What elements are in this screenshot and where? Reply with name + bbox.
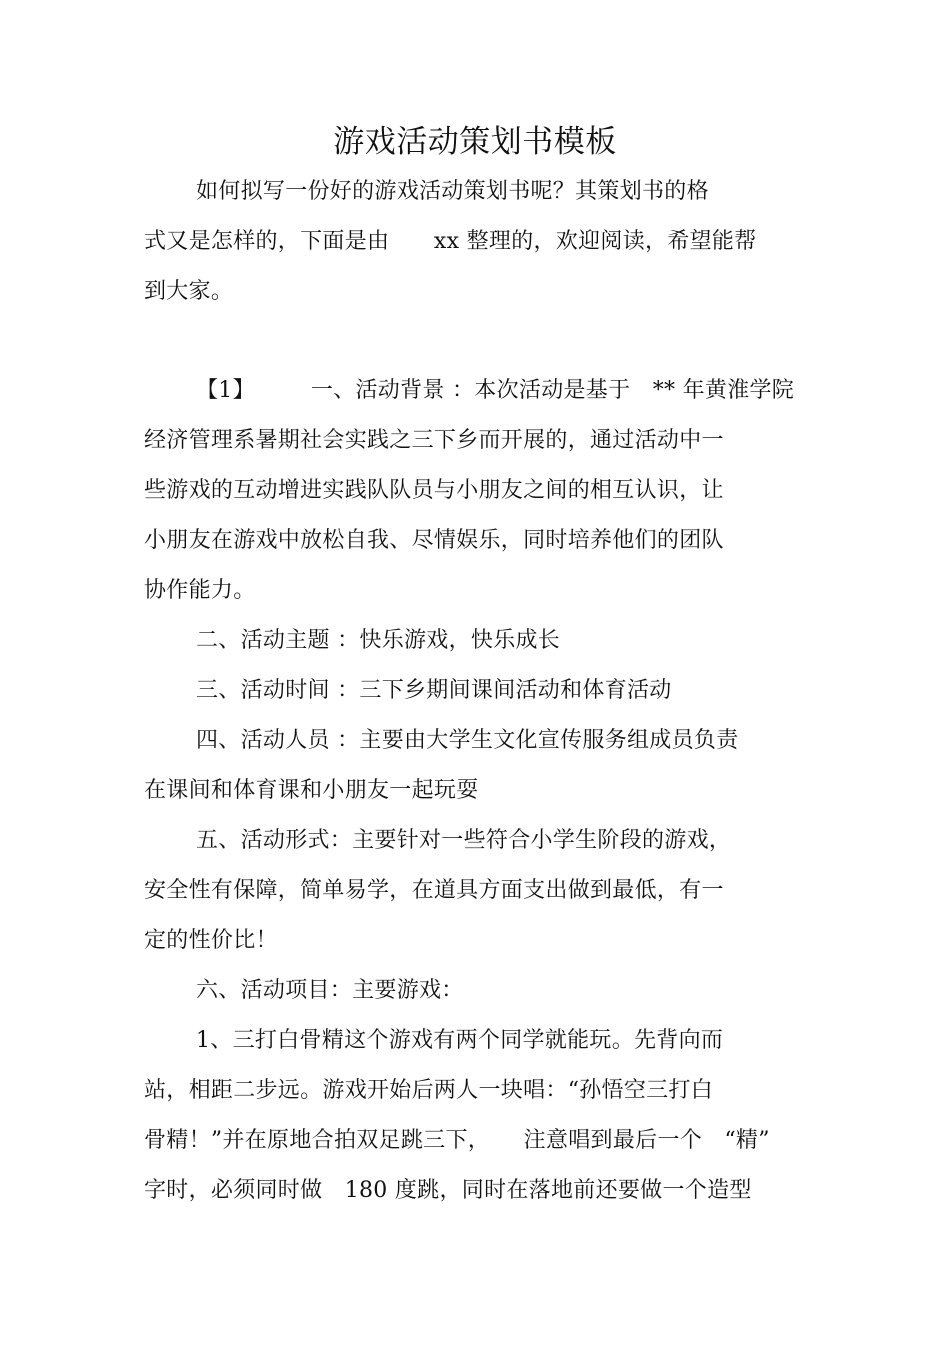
staff-line-2: 在课间和体育课和小朋友一起玩耍 (144, 778, 479, 803)
game-1-line-3: 骨精！”并在原地合拍双足跳三下， 注意唱到最后一个 “精” (144, 1128, 770, 1153)
section-1-first-line (196, 376, 794, 406)
game-1-line-2: 站，相距二步远。游戏开始后两人一块唱：“孙悟空三打白 (144, 1078, 714, 1103)
background-line-4: 小朋友在游戏中放松自我、尽情娱乐，同时培养他们的团队 (144, 528, 724, 553)
theme-line: 二、活动主题 ：快乐游戏，快乐成长 (196, 628, 561, 653)
section-marker: 【1】 (196, 378, 255, 403)
form-line-3: 定的性价比！ (144, 928, 278, 953)
background-line-3: 些游戏的互动增进实践队队员与小朋友之间的相互认识，让 (144, 478, 724, 503)
project-heading: 六、活动项目：主要游戏： (196, 978, 464, 1003)
form-line-2: 安全性有保障，简单易学，在道具方面支出做到最低，有一 (144, 878, 724, 903)
document-title: 游戏活动策划书模板 (333, 124, 617, 160)
staff-line-1: 四、活动人员 ：主要由大学生文化宣传服务组成员负责 (196, 728, 739, 753)
time-line: 三、活动时间 ：三下乡期间课间活动和体育活动 (196, 678, 672, 703)
intro-line-1: 如何拟写一份好的游戏活动策划书呢？其策划书的格 (196, 179, 709, 204)
form-line-1: 五、活动形式：主要针对一些符合小学生阶段的游戏， (196, 828, 732, 853)
game-1-line-1: 1、三打白骨精这个游戏有两个同学就能玩。先背向而 (196, 1028, 724, 1053)
background-line-1: 一、活动背景 ：本次活动是基于 ** 年黄淮学院 (310, 378, 795, 403)
intro-line-2: 式又是怎样的，下面是由 xx 整理的，欢迎阅读，希望能帮 (144, 229, 757, 254)
background-line-2: 经济管理系暑期社会实践之三下乡而开展的，通过活动中一 (144, 428, 724, 453)
background-line-5: 协作能力。 (144, 578, 256, 603)
intro-line-3: 到大家。 (144, 279, 234, 304)
game-1-line-4: 字时，必须同时做 180 度跳，同时在落地前还要做一个造型 (144, 1178, 752, 1203)
